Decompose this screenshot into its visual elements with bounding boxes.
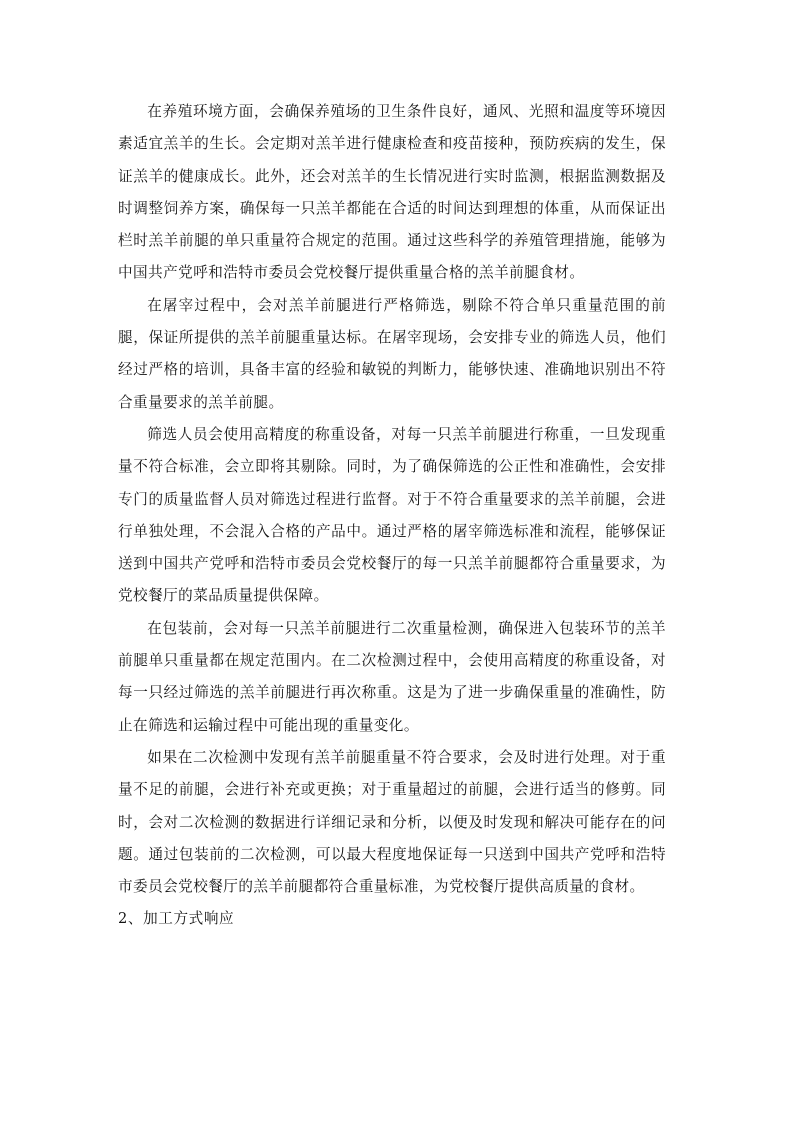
paragraph-secondary-check-handling: 如果在二次检测中发现有羔羊前腿重量不符合要求，会及时进行处理。对于重量不足的前腿，会进行补充或更换；对于重量超过的前腿，会进行适当的修剪。同时，会对二次检测的数据进行详细记录和分析，以便及时发现和解决可能存在的问题。通过包装前的二次检测，可以最大程度地保证每一只送到中国共产党呼和浩特市委员会党校餐厅的羔羊前腿都符合重量标准，为党校餐厅提供高质量的食材。: [118, 748, 666, 896]
paragraph-pre-packaging-check: 在包装前，会对每一只羔羊前腿进行二次重量检测，确保进入包装环节的羔羊前腿单只重量都在规定范围内。在二次检测过程中，会使用高精度的称重设备，对每一只经过筛选的羔羊前腿进行再次称重。这是为了进一步确保重量的准确性，防止在筛选和运输过程中可能出现的重量变化。: [118, 619, 666, 734]
paragraph-breeding-environment: 在养殖环境方面，会确保养殖场的卫生条件良好，通风、光照和温度等环境因素适宜羔羊的生长。会定期对羔羊进行健康检查和疫苗接种，预防疾病的发生，保证羔羊的健康成长。此外，还会对羔羊的生长情况进行实时监测，根据监测数据及时调整饲养方案，确保每一只羔羊都能在合适的时间达到理想的体重，从而保证出栏时羔羊前腿的单只重量符合规定的范围。通过这些科学的养殖管理措施，能够为中国共产党呼和浩特市委员会党校餐厅提供重量合格的羔羊前腿食材。: [118, 103, 666, 282]
document-page: [118, 96, 666, 936]
paragraph-slaughter-screening: 在屠宰过程中，会对羔羊前腿进行严格筛选，剔除不符合单只重量范围的前腿，保证所提供的羔羊前腿重量达标。在屠宰现场，会安排专业的筛选人员，他们经过严格的培训，具备丰富的经验和敏锐的判断力，能够快速、准确地识别出不符合重量要求的羔羊前腿。: [118, 296, 666, 411]
section-heading: 2、加工方式响应: [118, 910, 235, 928]
paragraph-screening-personnel: 筛选人员会使用高精度的称重设备，对每一只羔羊前腿进行称重，一旦发现重量不符合标准，会立即将其剔除。同时，为了确保筛选的公正性和准确性，会安排专门的质量监督人员对筛选过程进行监督。对于不符合重量要求的羔羊前腿，会进行单独处理，不会混入合格的产品中。通过严格的屠宰筛选标准和流程，能够保证送到中国共产党呼和浩特市委员会党校餐厅的每一只羔羊前腿都符合重量要求，为党校餐厅的菜品质量提供保障。: [118, 425, 666, 605]
